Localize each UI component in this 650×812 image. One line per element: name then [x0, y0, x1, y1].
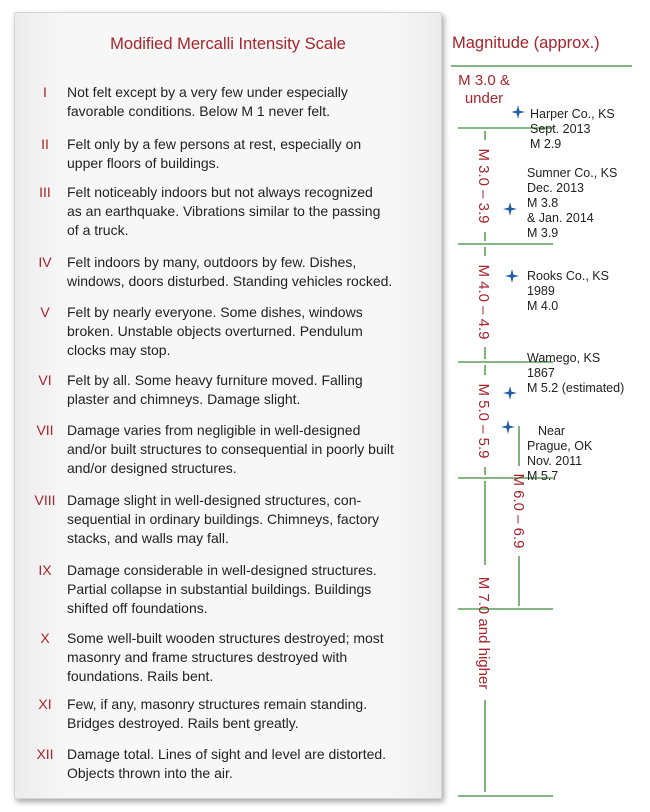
magnitude-title: Magnitude (approx.) — [452, 34, 600, 52]
event-label-harper: Harper Co., KS Sept. 2013 M 2.9 — [530, 107, 615, 151]
earthquake-star-icon — [505, 269, 519, 283]
intensity-numeral: VII — [36, 422, 54, 438]
intensity-description-line: Felt by nearly everyone. Some dishes, windows — [67, 304, 363, 320]
intensity-description-line: Not felt except by a very few under especially — [67, 84, 348, 100]
magnitude-range-label-4: M 5.0 – 5.9 — [475, 383, 492, 459]
intensity-description-line: Felt indoors by many, outdoors by few. Dishes, — [67, 254, 357, 270]
intensity-description-line: foundations. Rails bent. — [67, 668, 214, 684]
earthquake-star-icon — [511, 105, 525, 119]
event-label-sumner: Sumner Co., KS Dec. 2013 M 3.8 & Jan. 2014 M 3.9 — [527, 166, 618, 240]
intensity-description-line: Felt noticeably indoors but not always recognized — [67, 184, 373, 200]
intensity-description-line: Felt only by a few persons at rest, especially on — [67, 136, 362, 152]
intensity-description-line: masonry and frame structures destroyed with — [67, 649, 348, 665]
intensity-description-line: stacks, and walls may fall. — [67, 530, 229, 546]
intensity-description-line: Few, if any, masonry structures remain standing. — [67, 696, 368, 712]
intensity-description-line: Objects thrown into the air. — [67, 765, 233, 781]
intensity-description-line: Damage total. Lines of sight and level are distorted. — [67, 746, 387, 762]
intensity-description-line: Damage slight in well-designed structures, con- — [67, 492, 362, 508]
intensity-description-line: clocks may stop. — [67, 342, 171, 358]
magnitude-range-label-2: M 3.0 – 3.9 — [475, 148, 492, 224]
magnitude-range-label-5: M 6.0 – 6.9 — [510, 473, 527, 549]
intensity-numeral: IV — [38, 254, 52, 270]
intensity-numeral: III — [39, 184, 51, 200]
magnitude-range-label-3: M 4.0 – 4.9 — [475, 264, 492, 340]
earthquake-star-icon — [503, 202, 517, 216]
intensity-numeral: VIII — [34, 492, 56, 508]
intensity-description-line: of a truck. — [67, 222, 129, 238]
intensity-scale-title: Modified Mercalli Intensity Scale — [110, 35, 346, 53]
event-label-prague: Near Prague, OK Nov. 2011 M 5.7 — [527, 424, 593, 483]
intensity-numeral: V — [40, 304, 50, 320]
intensity-description-line: windows, doors disturbed. Standing vehicles rocked. — [67, 273, 393, 289]
intensity-numeral: VI — [38, 372, 52, 388]
intensity-description-line: broken. Unstable objects overturned. Pendulum — [67, 323, 363, 339]
intensity-description-line: favorable conditions. Below M 1 never felt. — [67, 103, 331, 119]
intensity-description-line: and/or designed structures. — [67, 460, 237, 476]
intensity-description-line: shifted off foundations. — [67, 600, 208, 616]
intensity-description-line: upper floors of buildings. — [67, 155, 220, 171]
intensity-description-line: sequential in ordinary buildings. Chimneys, factory — [67, 511, 380, 527]
intensity-numeral: II — [41, 136, 49, 152]
intensity-description-line: and/or built structures to consequential in poorly built — [67, 441, 394, 457]
earthquake-star-icon — [503, 386, 517, 400]
intensity-description-line: Felt by all. Some heavy furniture moved. Falling — [67, 372, 363, 388]
earthquake-star-icon — [501, 420, 515, 434]
event-label-wamego: Wamego, KS 1867 M 5.2 (estimated) — [527, 351, 625, 395]
intensity-description-line: Some well-built wooden structures destroyed; most — [67, 630, 384, 646]
intensity-description-line: as an earthquake. Vibrations similar to the passing — [67, 203, 381, 219]
intensity-description-line: Damage considerable in well-designed structures. — [67, 562, 377, 578]
intensity-description-line: Bridges destroyed. Rails bent greatly. — [67, 715, 299, 731]
magnitude-range-label-6: M 7.0 and higher — [475, 576, 492, 690]
event-label-rooks: Rooks Co., KS 1989 M 4.0 — [527, 269, 609, 313]
intensity-numeral: IX — [38, 562, 52, 578]
intensity-numeral: I — [43, 84, 47, 100]
intensity-description-line: Damage varies from negligible in well-designed — [67, 422, 361, 438]
magnitude-range-label-1: M 3.0 & under — [458, 72, 510, 107]
intensity-description-line: plaster and chimneys. Damage slight. — [67, 391, 301, 407]
intensity-numeral: XII — [36, 746, 54, 762]
intensity-numeral: X — [40, 630, 50, 646]
intensity-description-line: Partial collapse in substantial buildings. Buildings — [67, 581, 372, 597]
intensity-numeral: XI — [38, 696, 52, 712]
